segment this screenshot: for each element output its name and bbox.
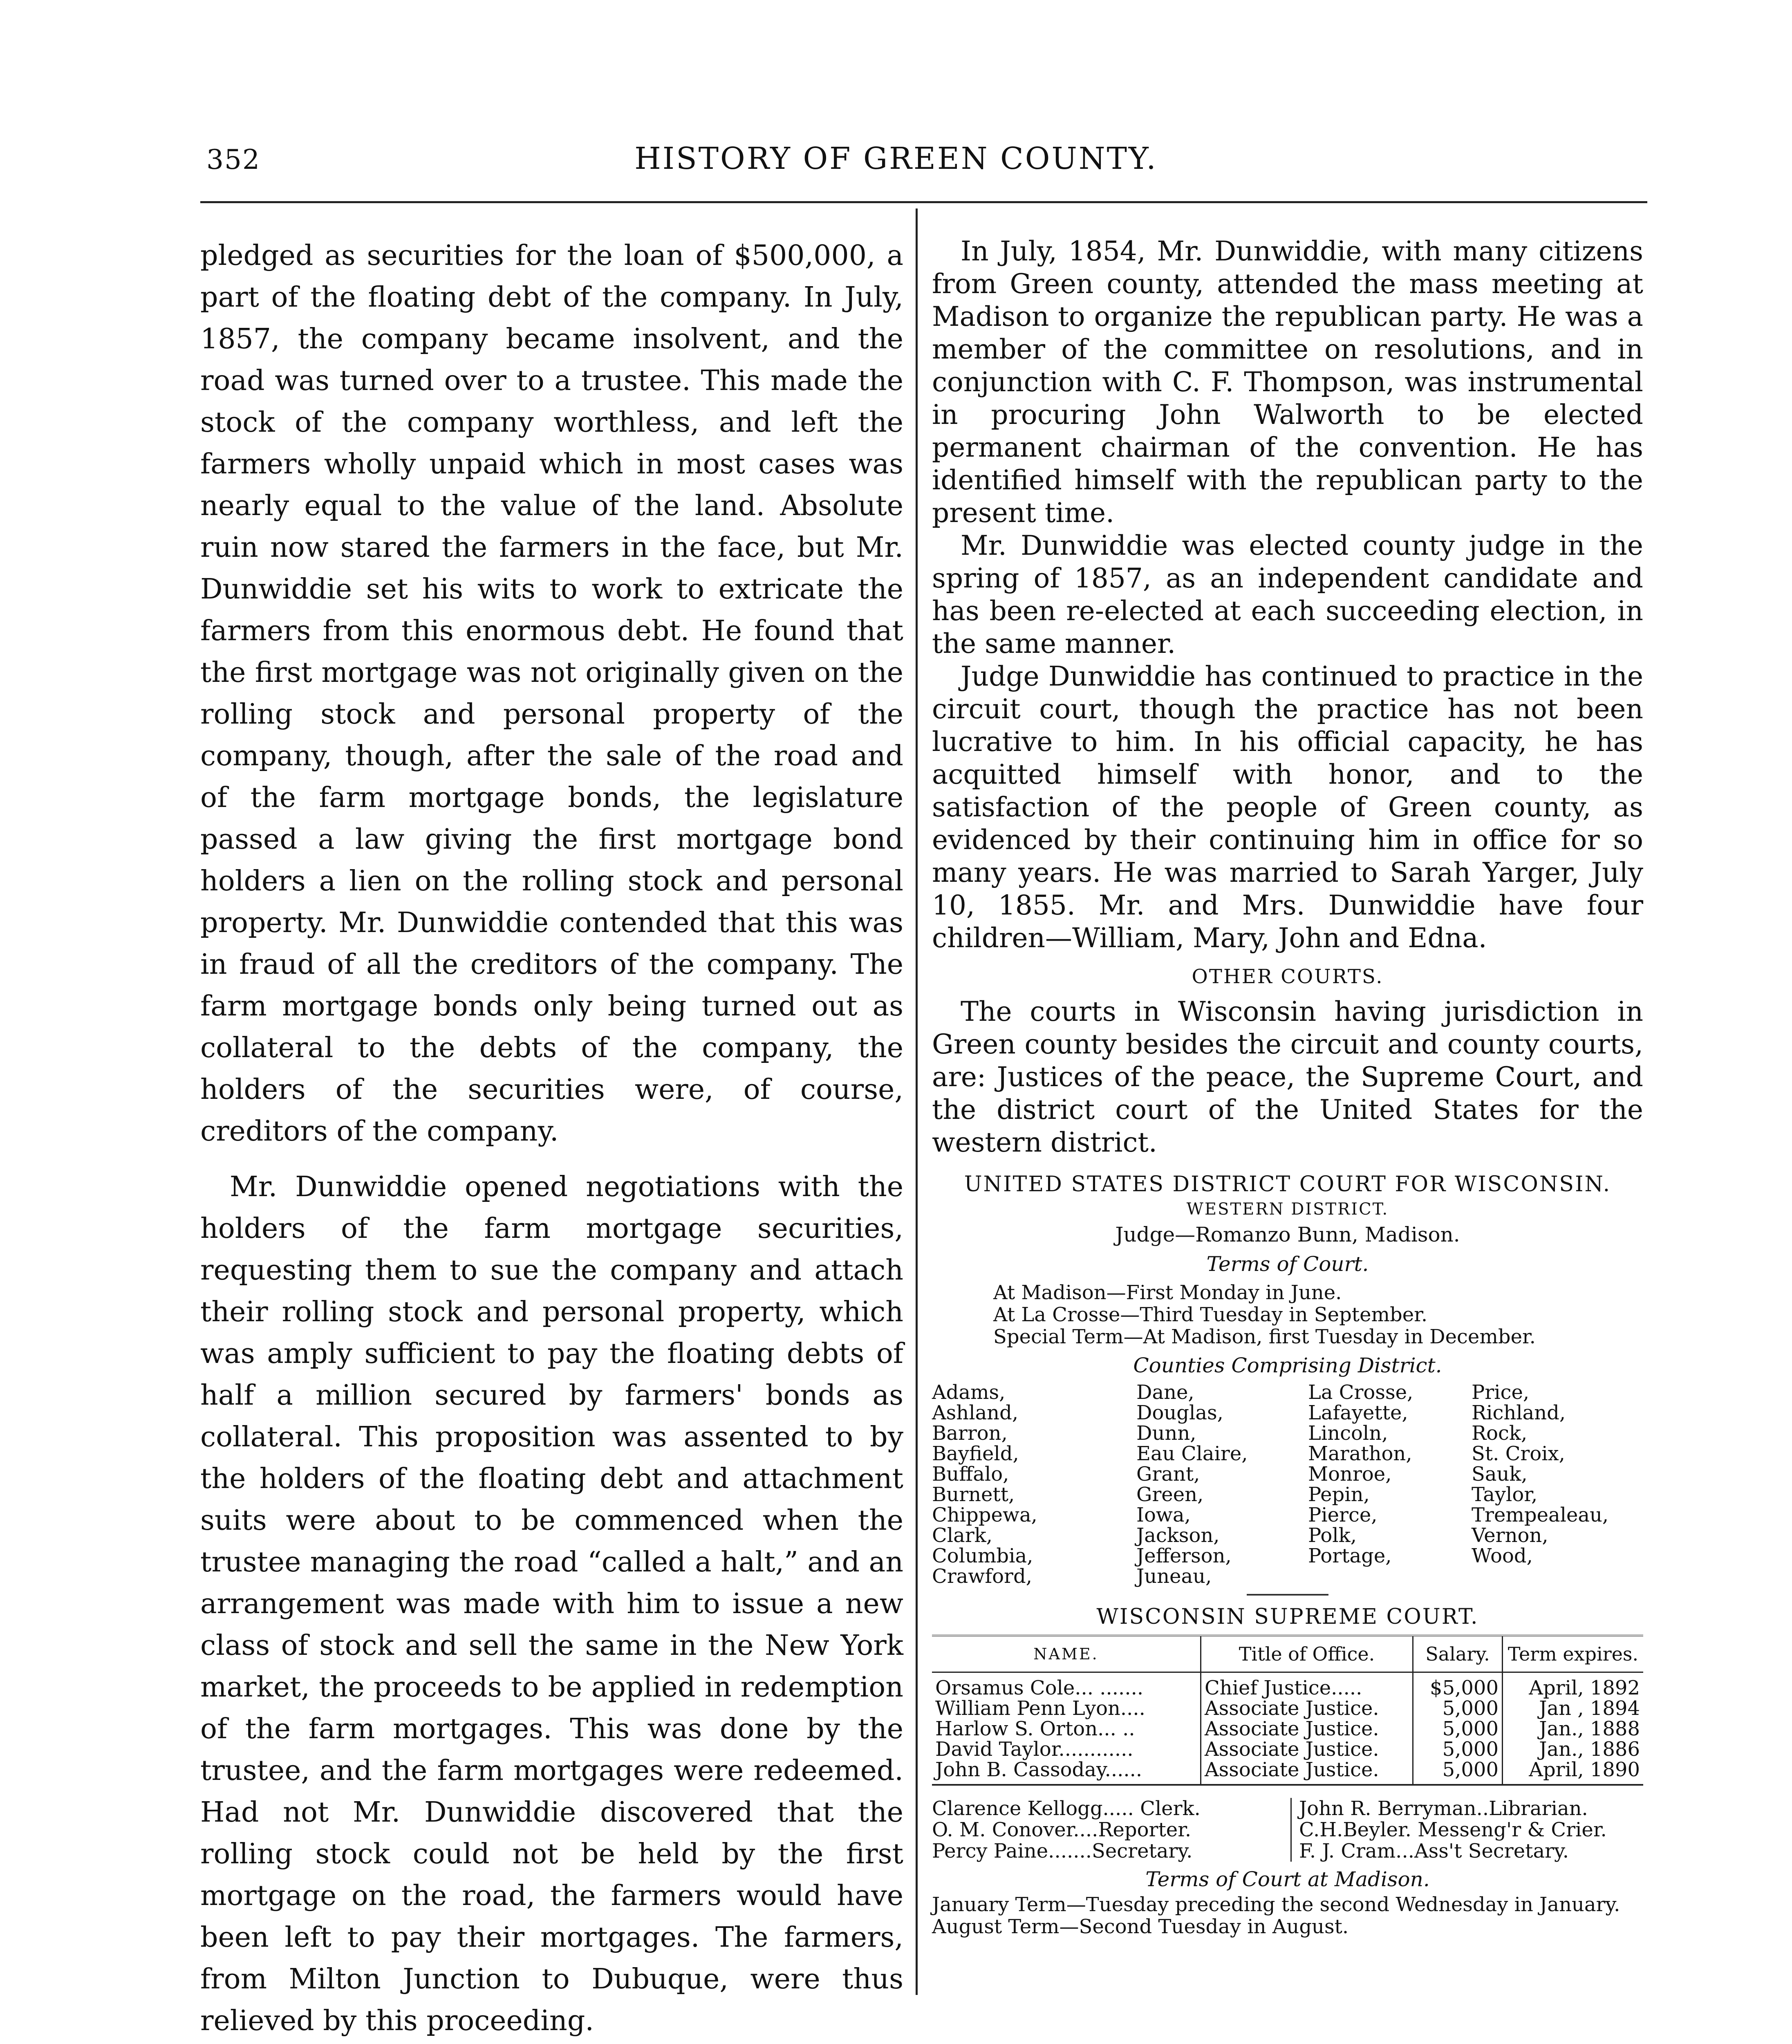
county: Burnett, bbox=[932, 1483, 1015, 1506]
county: Wood, bbox=[1472, 1544, 1533, 1567]
justice-title: Associate Justice. bbox=[1201, 1759, 1413, 1785]
justice-title: Associate Justice. bbox=[1201, 1698, 1413, 1719]
county: Douglas, bbox=[1136, 1401, 1223, 1424]
justice-salary: $5,000 bbox=[1413, 1672, 1503, 1699]
justice-salary: 5,000 bbox=[1413, 1739, 1503, 1759]
counties-list bbox=[932, 1382, 1643, 1587]
officer: C.H.Beyler. Messeng'r & Crier. bbox=[1299, 1818, 1607, 1841]
counties-col-2 bbox=[1136, 1382, 1308, 1587]
left-column bbox=[200, 235, 903, 2042]
county: Adams, bbox=[932, 1381, 1006, 1404]
justice-name: John B. Cassoday...... bbox=[935, 1758, 1142, 1781]
justice-name: Orsamus Cole... ....... bbox=[935, 1676, 1144, 1699]
right-paragraph-2: Mr. Dunwiddie was elected county judge in the spring of 1857, as an independent candidate and has been re-elected at each succeeding election, in the same manner. bbox=[932, 530, 1643, 659]
left-paragraph-2: Mr. Dunwiddie opened negotiations with the holders of the farm mortgage securities, requesting them to sue the company and attach their rolling stock and personal property, which was amply sufficient to pay the floating debts of half a million secured by farmers' bonds as collateral. This proposition was assented to by the holders of the floating debt and attachment suits were about to be commenced when the trustee managing the road “called a halt,” and an arrangement was made with him to issue a new class of stock and sell the same in the New York market, the proceeds to be applied in redemption of the farm mortgages. This was done by the trustee, and the farm mortgages were redeemed. Had not Mr. Dunwiddie discovered that the rolling stock could not be held by the first mortgage on the road, the farmers would have been left to pay their mortgages. The farmers, from Milton Junction to Dubuque, were thus relieved by this proceeding. bbox=[200, 1171, 903, 2037]
supreme-terms-heading: Terms of Court at Madison. bbox=[1145, 1867, 1430, 1891]
district-term: At Madison—First Monday in June. bbox=[993, 1281, 1342, 1304]
justice-title: Associate Justice. bbox=[1201, 1739, 1413, 1759]
district-subheading: WESTERN DISTRICT. bbox=[1186, 1200, 1389, 1219]
header-rule bbox=[200, 201, 1647, 203]
justice-term: Jan., 1888 bbox=[1503, 1719, 1644, 1739]
officer: O. M. Conover....Reporter. bbox=[932, 1818, 1192, 1841]
col-header-term: Term expires. bbox=[1503, 1636, 1644, 1672]
justice-title: Associate Justice. bbox=[1201, 1719, 1413, 1739]
county: St. Croix, bbox=[1472, 1442, 1565, 1465]
district-terms bbox=[993, 1282, 1643, 1348]
right-paragraph-1: In July, 1854, Mr. Dunwiddie, with many citizens from Green county, attended the mass meeting at Madison to organize the republican party. He was a member of the committee on resolutions, and in conjunction with C. F. Thompson, was instrumental in procuring John Walworth to be elected permanent chairman of the convention. He has identified himself with the republican party to the present time. bbox=[932, 235, 1643, 529]
table-row bbox=[932, 1672, 1643, 1699]
county: Dane, bbox=[1136, 1381, 1194, 1404]
district-term: At La Crosse—Third Tuesday in September. bbox=[993, 1303, 1428, 1326]
county: Monroe, bbox=[1308, 1463, 1392, 1486]
table-header-row bbox=[932, 1636, 1643, 1672]
county: Vernon, bbox=[1472, 1524, 1548, 1547]
county: Iowa, bbox=[1136, 1504, 1191, 1526]
justice-term: April, 1892 bbox=[1503, 1672, 1644, 1699]
officers-left bbox=[932, 1798, 1292, 1862]
district-term: Special Term—At Madison, first Tuesday in December. bbox=[993, 1325, 1536, 1348]
officer: Clarence Kellogg..... Clerk. bbox=[932, 1797, 1201, 1820]
col-header-name: NAME. bbox=[932, 1636, 1201, 1672]
justice-name: David Taylor............ bbox=[935, 1738, 1133, 1761]
right-paragraph-3: Judge Dunwiddie has continued to practice in the circuit court, though the practice has not been lucrative to him. In his official capacity, he has acquitted himself with honor, and to the satisfaction of the people of Green county, as evidenced by their continuing him in office for so many years. He was married to Sarah Yarger, July 10, 1855. Mr. and Mrs. Dunwiddie have four children—William, Mary, John and Edna. bbox=[932, 661, 1643, 954]
justice-name: Harlow S. Orton... .. bbox=[935, 1717, 1135, 1740]
county: Portage, bbox=[1308, 1544, 1392, 1567]
county: Jackson, bbox=[1136, 1524, 1220, 1547]
right-column bbox=[932, 235, 1643, 1938]
county: Price, bbox=[1472, 1381, 1530, 1404]
narrative bbox=[932, 235, 1643, 1159]
supreme-term: January Term—Tuesday preceding the second Wednesday in January. bbox=[932, 1893, 1620, 1916]
county: Grant, bbox=[1136, 1463, 1200, 1486]
counties-col-1 bbox=[932, 1382, 1136, 1587]
county: La Crosse, bbox=[1308, 1381, 1413, 1404]
county: Eau Claire, bbox=[1136, 1442, 1248, 1465]
county: Pepin, bbox=[1308, 1483, 1370, 1506]
col-header-title: Title of Office. bbox=[1201, 1636, 1413, 1672]
county: Rock, bbox=[1472, 1422, 1528, 1445]
officer: F. J. Cram...Ass't Secretary. bbox=[1299, 1840, 1569, 1862]
county: Lafayette, bbox=[1308, 1401, 1408, 1424]
justice-term: Jan , 1894 bbox=[1503, 1698, 1644, 1719]
county: Ashland, bbox=[932, 1401, 1019, 1424]
left-paragraph-1: pledged as securities for the loan of $500,000, a part of the floating debt of the company. In July, 1857, the company became insolvent, and the road was turned over to a trustee. This made the stock of the company worthless, and left the farmers wholly unpaid which in most cases was nearly equal to the value of the land. Absolute ruin now stared the farmers in the face, but Mr. Dunwiddie set his wits to work to extricate the farmers from this enormous debt. He found that the first mortgage was not originally given on the rolling stock and personal property of the company, though, after the sale of the road and of the farm mortgage bonds, the legislature passed a law giving the first mortgage bond holders a lien on the rolling stock and personal property. Mr. Dunwiddie contended that this was in fraud of all the creditors of the company. The farm mortgage bonds only being turned out as collateral to the debts of the company, the holders of the securities were, of course, creditors of the company. bbox=[200, 240, 903, 1148]
justice-name: William Penn Lyon.... bbox=[935, 1697, 1145, 1720]
supreme-court-heading: WISCONSIN SUPREME COURT. bbox=[1096, 1605, 1479, 1629]
justice-salary: 5,000 bbox=[1413, 1759, 1503, 1785]
county: Crawford, bbox=[932, 1565, 1032, 1588]
county: Green, bbox=[1136, 1483, 1204, 1506]
running-title: HISTORY OF GREEN COUNTY. bbox=[634, 141, 1158, 176]
table-row bbox=[932, 1698, 1643, 1719]
justice-term: Jan., 1886 bbox=[1503, 1739, 1644, 1759]
right-paragraph-4: The courts in Wisconsin having jurisdiction in Green county besides the circuit and county courts, are: Justices of the peace, the Supreme Court, and the district court of the United States for the western district. bbox=[932, 996, 1643, 1158]
justice-title: Chief Justice..... bbox=[1201, 1672, 1413, 1699]
county: Juneau, bbox=[1136, 1565, 1212, 1588]
county: Marathon, bbox=[1308, 1442, 1412, 1465]
table-row bbox=[932, 1759, 1643, 1785]
table-row bbox=[932, 1739, 1643, 1759]
counties-heading: Counties Comprising District. bbox=[1133, 1354, 1442, 1377]
county: Buffalo, bbox=[932, 1463, 1009, 1486]
county: Dunn, bbox=[1136, 1422, 1196, 1445]
district-judge: Judge—Romanzo Bunn, Madison. bbox=[1115, 1223, 1460, 1246]
county: Chippewa, bbox=[932, 1504, 1037, 1526]
officer: Percy Paine.......Secretary. bbox=[932, 1840, 1193, 1862]
table-row bbox=[932, 1719, 1643, 1739]
county: Columbia, bbox=[932, 1544, 1033, 1567]
county: Pierce, bbox=[1308, 1504, 1378, 1526]
court-officers bbox=[932, 1798, 1643, 1862]
page-number: 352 bbox=[206, 144, 260, 175]
counties-col-3 bbox=[1308, 1382, 1472, 1587]
supreme-court-table bbox=[932, 1635, 1643, 1786]
county: Taylor, bbox=[1472, 1483, 1538, 1506]
county: Jefferson, bbox=[1136, 1544, 1232, 1567]
county: Richland, bbox=[1472, 1401, 1566, 1424]
supreme-terms bbox=[932, 1894, 1643, 1938]
justice-term: April, 1890 bbox=[1503, 1759, 1644, 1785]
county: Clark, bbox=[932, 1524, 992, 1547]
other-courts-heading: OTHER COURTS. bbox=[1192, 965, 1384, 988]
county: Lincoln, bbox=[1308, 1422, 1388, 1445]
county: Polk, bbox=[1308, 1524, 1357, 1547]
col-header-salary: Salary. bbox=[1413, 1636, 1503, 1672]
county: Bayfield, bbox=[932, 1442, 1019, 1465]
county: Sauk, bbox=[1472, 1463, 1528, 1486]
column-divider bbox=[916, 208, 918, 1995]
supreme-term: August Term—Second Tuesday in August. bbox=[932, 1915, 1349, 1938]
counties-col-4 bbox=[1472, 1382, 1643, 1587]
district-terms-heading: Terms of Court. bbox=[1206, 1252, 1369, 1276]
officer: John R. Berryman..Librarian. bbox=[1299, 1797, 1588, 1820]
officers-right bbox=[1292, 1798, 1643, 1862]
county: Barron, bbox=[932, 1422, 1008, 1445]
district-court-heading: UNITED STATES DISTRICT COURT FOR WISCONSIN. bbox=[964, 1172, 1611, 1197]
county: Trempealeau, bbox=[1472, 1504, 1609, 1526]
justice-salary: 5,000 bbox=[1413, 1698, 1503, 1719]
justice-salary: 5,000 bbox=[1413, 1719, 1503, 1739]
section-divider bbox=[1247, 1594, 1328, 1596]
